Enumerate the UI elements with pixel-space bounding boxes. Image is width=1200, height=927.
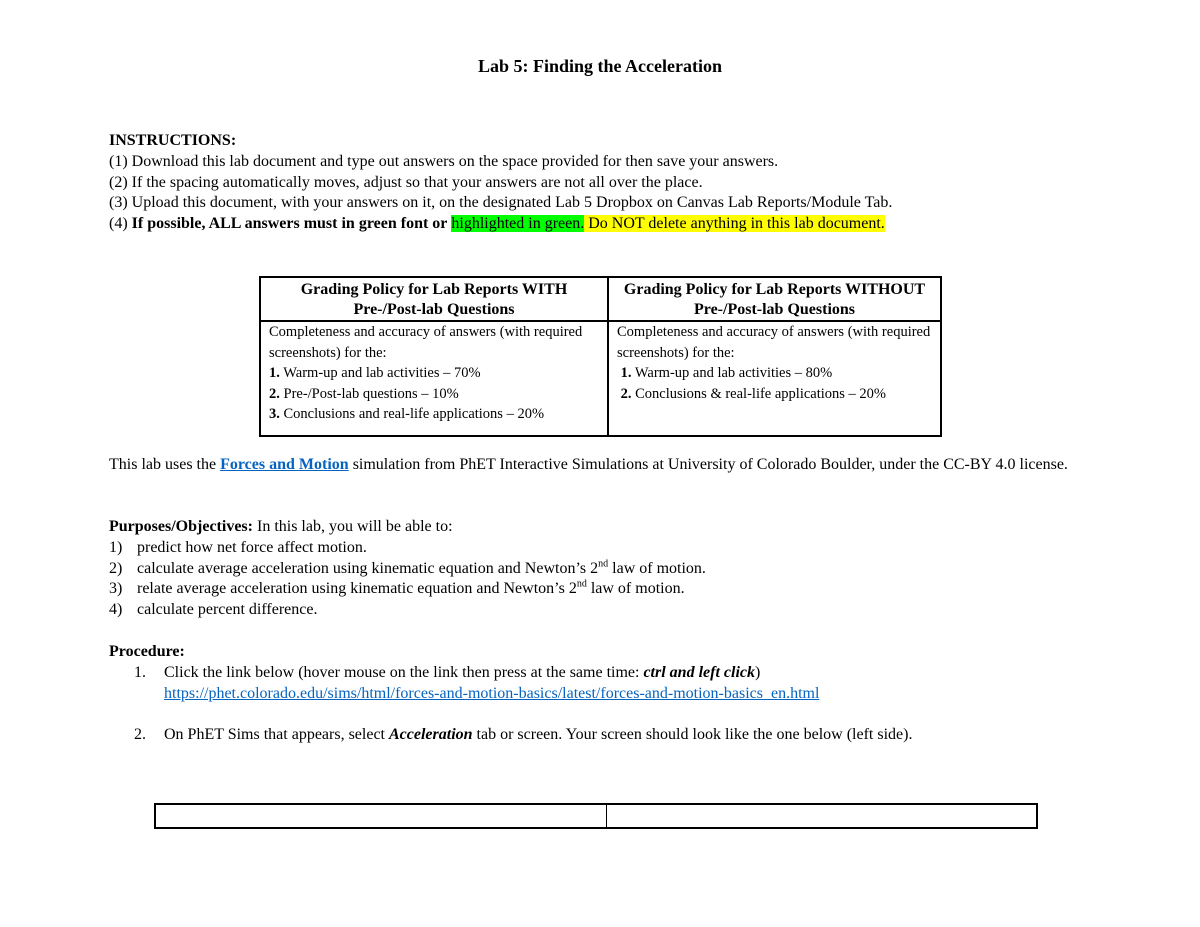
step-2-post: tab or screen. Your screen should look like the one below (left side). [472,726,913,744]
grading-with-item [269,363,601,384]
objective-text-pre: calculate average acceleration using kinematic equation and Newton’s 2 [137,559,599,577]
step-2-emphasis: Acceleration [389,726,473,744]
item-number: 2. [269,385,280,402]
item-number: 2. [620,385,632,402]
step-number-wrap [109,663,164,705]
document-title: Lab 5: Finding the Acceleration [478,56,722,76]
grading-header-without: Grading Policy for Lab Reports WITHOUT Pre-/Post-lab Questions [608,277,941,321]
step-1-post: ) [754,663,761,681]
grading-cell-without [608,321,941,436]
spacer [109,704,1109,725]
step-number: 1. [134,663,146,681]
objective-text-post: law of motion. [586,580,685,598]
item-number: 3. [269,406,280,422]
instructions-heading: INSTRUCTIONS: [109,132,237,149]
step-body [164,725,1109,746]
step-1-text [164,663,1109,684]
item-text: Conclusions & real-life applications – 20% [635,385,887,402]
objective-item [109,600,1099,621]
step-1-pre: Click the link below (hover mouse on the link then press at the same time: [164,663,644,681]
objective-text: calculate percent difference. [137,601,318,619]
simulation-paragraph [109,455,1099,476]
grading-without-item [617,363,934,384]
item-text: Warm-up and lab activities – 80% [634,365,833,381]
grading-policy-table [259,276,942,437]
objective-item [109,538,1099,559]
instruction-1: (1) Download this lab document and type out answers on the space provided for then save your answers. [109,152,779,170]
objective-text: predict how net force affect motion. [137,538,367,556]
screenshot-cell-right [607,805,1036,827]
step-number: 2. [134,726,146,744]
purposes-intro: In this lab, you will be able to: [252,518,453,535]
objective-number: 3) [109,580,123,598]
superscript: nd [576,579,587,591]
purposes-heading [109,517,1099,538]
item-text: Warm-up and lab activities – 70% [283,365,481,381]
purposes-label: Purposes/Objectives: [109,518,253,535]
item-text: Pre-/Post-lab questions – 10% [283,385,459,402]
simulation-prefix: This lab uses the [109,456,221,473]
screenshot-cell-left [156,805,607,827]
grading-cell-with [260,321,608,436]
objective-item [109,579,1099,600]
grading-with-item [269,384,601,405]
objective-number: 1) [109,538,123,556]
procedure-step-1 [109,663,1109,705]
instruction-2: (2) If the spacing automatically moves, adjust so that your answers are not all over the place. [109,173,703,191]
phet-url-link[interactable]: https://phet.colorado.edu/sims/html/forces-and-motion-basics/latest/forces-and-motion-basics_en.html [164,684,820,702]
step-body [164,663,1109,705]
procedure-section [109,642,1109,746]
objective-item [109,559,1099,580]
yellow-highlight-text: Do NOT delete anything in this lab document. [584,215,885,233]
screenshot-table [154,803,1038,829]
instructions-section [109,131,1109,235]
purposes-section [109,517,1099,621]
grading-without-intro: Completeness and accuracy of answers (with required screenshots) for the: [617,324,931,361]
step-1-emphasis: ctrl and left click [643,663,755,681]
objective-number: 4) [109,601,123,619]
step-2-pre: On PhET Sims that appears, select [164,726,389,744]
superscript: nd [598,558,609,570]
green-highlight-text: highlighted in green. [451,215,585,233]
grading-header-with: Grading Policy for Lab Reports WITH Pre-/Post-lab Questions [260,277,608,321]
objective-text-post: law of motion. [608,559,706,577]
grading-with-intro: Completeness and accuracy of answers (with required screenshots) for the: [269,324,583,361]
objective-number: 2) [109,559,123,577]
grading-with-item [269,404,601,425]
grading-without-item [617,384,934,405]
objective-text [137,579,685,600]
procedure-heading: Procedure: [109,643,185,660]
item-number: 1. [620,365,632,381]
objective-text-pre: relate average acceleration using kinematic equation and Newton’s 2 [137,580,577,598]
procedure-step-2 [109,725,1109,746]
item-number: 1. [269,365,280,381]
step-number-wrap [109,725,164,746]
instruction-3: (3) Upload this document, with your answers on it, on the designated Lab 5 Dropbox on Canvas Lab Reports/Module Tab. [109,194,893,212]
forces-and-motion-link[interactable]: Forces and Motion [220,456,349,473]
instruction-4 [109,214,1109,235]
item-text: Conclusions and real-life applications – 20% [283,406,545,422]
simulation-suffix: simulation from PhET Interactive Simulations at University of Colorado Boulder, under the CC-BY 4.0 license. [348,456,1068,473]
objective-text [137,559,706,580]
instruction-4-prefix: (4) [109,215,132,233]
instruction-4-bold: If possible, ALL answers must in green font or [131,215,448,233]
